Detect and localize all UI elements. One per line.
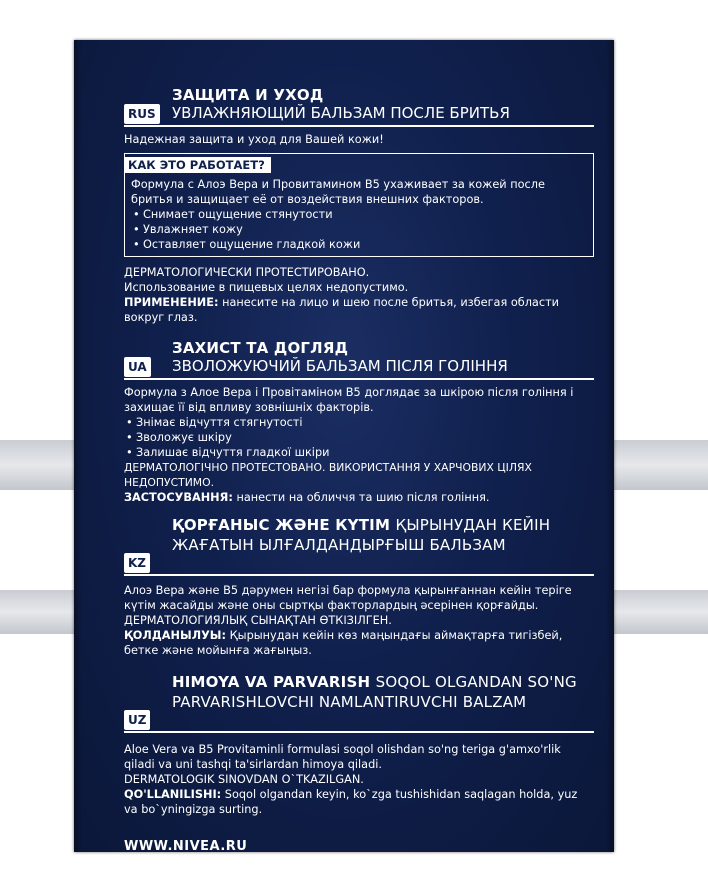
rus-how-title: КАК ЭТО РАБОТАЕТ?: [124, 157, 271, 173]
package-back-panel: [74, 40, 614, 852]
uz-usage: [124, 787, 594, 817]
uz-title: HIMOYA VA PARVARISH: [172, 673, 371, 691]
kz-derm: ДЕРМАТОЛОГИЯЛЫҚ СЫНАҚТАН ӨТКІЗІЛГЕН.: [124, 614, 392, 627]
ua-title: ЗАХИСТ ТА ДОГЛЯД: [172, 339, 349, 357]
rus-food-warning: Использование в пищевых целях недопустимо.: [124, 281, 409, 294]
website-link[interactable]: WWW.NIVEA.RU: [124, 839, 248, 854]
ua-benefit: • Знімає відчуття стягнутості: [124, 415, 594, 430]
ua-derm: ДЕРМАТОЛОГІЧНО ПРОТЕСТОВАНО. ВИКОРИСТАННЯ У ХАРЧОВИХ ЦІЛЯХ НЕДОПУСТИМО.: [124, 461, 532, 489]
kz-usage-label: ҚОЛДАНЫЛУЫ:: [124, 629, 227, 642]
uz-formula: Aloe Vera va B5 Provitaminli formulasi soqol olishdan so'ng teriga g'amxo'rlik qiladi va uni tashqi ta'sirlardan himoya qiladi.: [124, 743, 561, 771]
ua-benefits-list: [124, 415, 594, 460]
uz-title-block: [172, 672, 592, 712]
rus-benefit: • Увлажняет кожу: [131, 222, 587, 237]
section-kz: [124, 515, 594, 658]
kz-usage-text: Қырынудан кейін көз маңындағы аймақтарға тигізбей, бетке және мойынға жағыңыз.: [124, 629, 563, 657]
lang-badge-kz: KZ: [124, 553, 150, 573]
uz-usage-label: QO'LLANILISHI:: [124, 788, 222, 801]
rus-divider: [124, 125, 594, 127]
rus-how-text: Формула с Алоэ Вера и Провитамином В5 ухаживает за кожей после бритья и защищает её от воздействия внешних факторов.: [131, 178, 545, 206]
ua-formula: Формула з Алое Вера і Провітаміном В5 доглядає за шкірою після гоління і захищає її від впливу зовнішніх факторів.: [124, 386, 574, 414]
uz-divider: [124, 731, 594, 733]
kz-title-block: [172, 515, 592, 555]
section-uz: [124, 672, 594, 817]
lang-badge-rus: RUS: [124, 104, 160, 124]
rus-how-box: [124, 153, 594, 257]
rus-benefit: • Снимает ощущение стянутости: [131, 207, 587, 222]
ua-usage-label: ЗАСТОСУВАННЯ:: [124, 491, 233, 504]
kz-subtitle: ҚЫРЫНУДАН КЕЙІН ЖАҒАТЫН ЫЛҒАЛДАНДЫРҒЫШ БАЛЬЗАМ: [172, 516, 551, 554]
rus-intro: Надежная защита и уход для Вашей кожи!: [124, 133, 384, 146]
ua-benefit: • Зволожує шкіру: [124, 430, 594, 445]
rus-derm: ДЕРМАТОЛОГИЧЕСКИ ПРОТЕСТИРОВАНО.: [124, 266, 370, 279]
panel-content: [124, 86, 594, 854]
rus-subtitle: УВЛАЖНЯЮЩИЙ БАЛЬЗАМ ПОСЛЕ БРИТЬЯ: [172, 104, 510, 122]
ua-benefit: • Залишає відчуття гладкої шкіри: [124, 445, 594, 460]
uz-derm: DERMATOLOGIK SINOVDAN O`TKAZILGAN.: [124, 773, 364, 786]
lang-badge-ua: UA: [124, 357, 151, 377]
rus-benefit: • Оставляет ощущение гладкой кожи: [131, 237, 587, 252]
kz-title: ҚОРҒАНЫС ЖӘНЕ КҮТІМ: [172, 516, 391, 534]
kz-divider: [124, 574, 594, 576]
section-ua: [124, 339, 594, 505]
panel-edge-shadow-right: [606, 40, 614, 852]
panel-edge-shadow-left: [74, 40, 82, 852]
rus-usage: [124, 295, 594, 325]
ua-usage: [124, 490, 594, 505]
kz-usage: [124, 628, 594, 658]
rus-usage-text: нанесите на лицо и шею после бритья, избегая области вокруг глаз.: [124, 296, 559, 324]
ua-divider: [124, 378, 594, 380]
rus-title: ЗАЩИТА И УХОД: [172, 86, 324, 104]
lang-badge-uz: UZ: [124, 710, 150, 730]
kz-formula: Алоэ Вера және В5 дәрумен негізі бар формула қырынғаннан кейін теріге күтім жасайды және оны сыртқы факторлардың әсерінен қорғайды.: [124, 584, 572, 612]
uz-usage-text: Soqol olgandan keyin, ko`zga tushishidan saqlagan holda, yuz va bo`yningizga surting.: [124, 788, 578, 816]
section-rus: [124, 86, 594, 325]
rus-benefits-list: [131, 207, 587, 252]
ua-usage-text: нанести на обличчя та шию після гоління.: [236, 491, 490, 504]
rus-usage-label: ПРИМЕНЕНИЕ:: [124, 296, 219, 309]
uz-subtitle: SOQOL OLGANDAN SO'NG PARVARISHLOVCHI NAMLANTIRUVCHI BALZAM: [172, 673, 577, 711]
ua-subtitle: ЗВОЛОЖУЮЧИЙ БАЛЬЗАМ ПІСЛЯ ГОЛІННЯ: [172, 357, 508, 375]
